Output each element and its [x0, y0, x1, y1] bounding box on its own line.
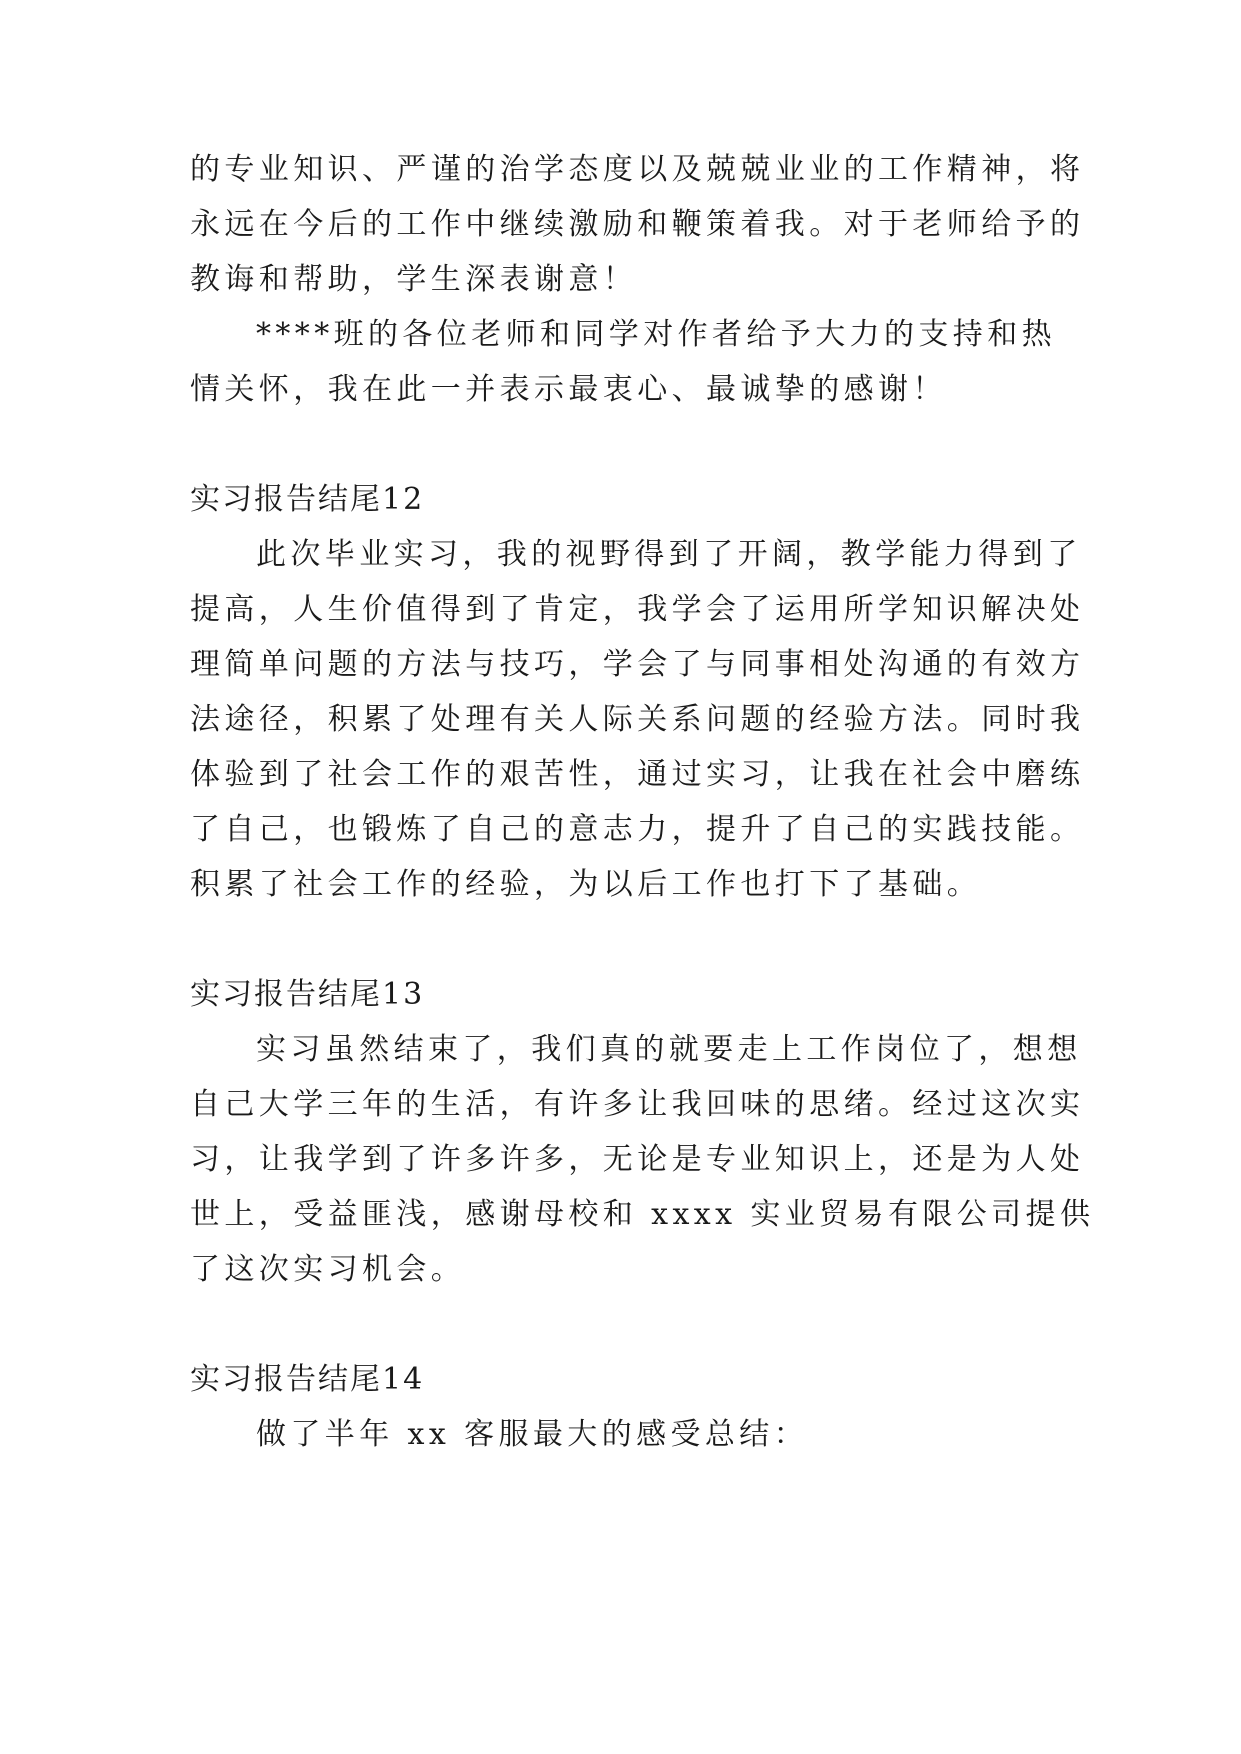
section-12-line-5: 体验到了社会工作的艰苦性，通过实习，让我在社会中磨练 [190, 757, 1085, 792]
intro-line-1: 的专业知识、严谨的治学态度以及兢兢业业的工作精神，将 [190, 152, 1085, 187]
section-heading-13: 实习报告结尾13 [190, 977, 425, 1012]
section-heading-14: 实习报告结尾14 [190, 1362, 425, 1397]
section-13-line-1: 实习虽然结束了，我们真的就要走上工作岗位了，想想 [256, 1032, 1082, 1067]
section-12-line-7: 积累了社会工作的经验，为以后工作也打下了基础。 [190, 867, 982, 902]
section-12-line-4: 法途径，积累了处理有关人际关系问题的经验方法。同时我 [190, 702, 1085, 737]
section-13-line-3: 习，让我学到了许多许多，无论是专业知识上，还是为人处 [190, 1142, 1085, 1177]
section-heading-12: 实习报告结尾12 [190, 482, 425, 517]
section-12-line-6: 了自己，也锻炼了自己的意志力，提升了自己的实践技能。 [190, 812, 1085, 847]
thanks-line-2: 情关怀，我在此一并表示最衷心、最诚挚的感谢！ [190, 372, 947, 407]
thanks-line-1: ****班的各位老师和同学对作者给予大力的支持和热 [256, 317, 1056, 352]
section-12-line-2: 提高，人生价值得到了肯定，我学会了运用所学知识解决处 [190, 592, 1085, 627]
intro-line-2: 永远在今后的工作中继续激励和鞭策着我。对于老师给予的 [190, 207, 1085, 242]
section-13-line-5: 了这次实习机会。 [190, 1252, 466, 1287]
section-13-line-4: 世上，受益匪浅，感谢母校和 xxxx 实业贸易有限公司提供 [190, 1197, 1095, 1232]
section-12-line-1: 此次毕业实习，我的视野得到了开阔，教学能力得到了 [256, 537, 1082, 572]
section-14-line-1: 做了半年 xx 客服最大的感受总结： [256, 1417, 809, 1452]
intro-line-3: 教诲和帮助，学生深表谢意！ [190, 262, 638, 297]
section-13-line-2: 自己大学三年的生活，有许多让我回味的思绪。经过这次实 [190, 1087, 1085, 1122]
section-12-line-3: 理简单问题的方法与技巧，学会了与同事相处沟通的有效方 [190, 647, 1085, 682]
